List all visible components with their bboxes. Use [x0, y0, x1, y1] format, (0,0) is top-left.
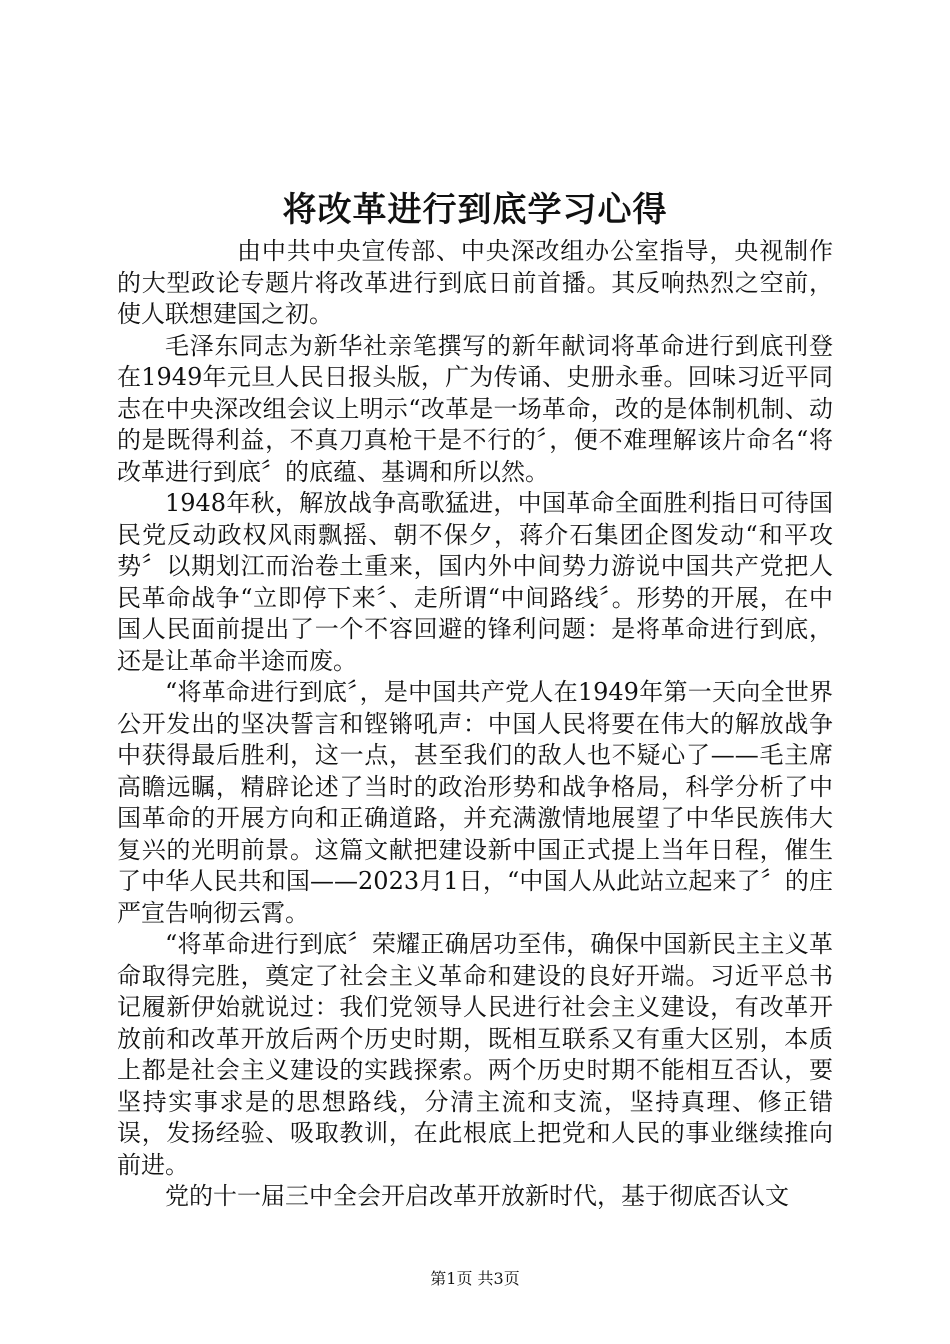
document-title: 将改革进行到底学习心得	[282, 190, 668, 230]
document-body	[117, 236, 833, 1213]
paragraph-5: “将革命进行到底〞荣耀正确居功至伟，确保中国新民主主义革命取得完胜，奠定了社会主义革命和建设的良好开端。习近平总书记履新伊始就说过：我们党领导人民进行社会主义建设，有改革开放前和改革开放后两个历史时期，既相互联系又有重大区别，本质上都是社会主义建设的实践探索。两个历史时期不能相互否认，要坚持实事求是的思想路线，分清主流和支流，坚持真理、修正错误，发扬经验、吸取教训，在此根底上把党和人民的事业继续推向前进。	[117, 930, 833, 1179]
paragraph-4: “将革命进行到底〞，是中国共产党人在1949年第一天向全世界公开发出的坚决誓言和铿锵吼声：中国人民将要在伟大的解放战争中获得最后胜利，这一点，甚至我们的敌人也不疑心了——毛主席高瞻远瞩，精辟论述了当时的政治形势和战争格局，科学分析了中国革命的开展方向和正确道路，并充满激情地展望了中华民族伟大复兴的光明前景。这篇文献把建设新中国正式提上当年日程，催生了中华人民共和国——2023月1日，“中国人从此站立起来了〞的庄严宣告响彻云霄。	[117, 678, 833, 927]
page-footer: 第1页 共3页	[430, 1269, 520, 1288]
paragraph-1: 由中共中央宣传部、中央深改组办公室指导，央视制作的大型政论专题片将改革进行到底日前首播。其反响热烈之空前，使人联想建国之初。	[117, 237, 833, 328]
paragraph-6: 党的十一届三中全会开启改革开放新时代，基于彻底否认文	[165, 1182, 789, 1210]
paragraph-3: 1948年秋，解放战争高歌猛进，中国革命全面胜利指日可待国民党反动政权风雨飘摇、朝不保夕，蒋介石集团企图发动“和平攻势〞以期划江而治卷土重来，国内外中间势力游说中国共产党把人民革命战争“立即停下来〞、走所谓“中间路线〞。形势的开展，在中国人民面前提出了一个不容回避的锋利问题：是将革命进行到底，还是让革命半途而废。	[117, 489, 833, 675]
paragraph-2: 毛泽东同志为新华社亲笔撰写的新年献词将革命进行到底刊登在1949年元旦人民日报头版，广为传诵、史册永垂。回味习近平同志在中央深改组会议上明示“改革是一场革命，改的是体制机制、动的是既得利益，不真刀真枪干是不行的〞，便不难理解该片命名“将改革进行到底〞的底蕴、基调和所以然。	[117, 331, 833, 486]
